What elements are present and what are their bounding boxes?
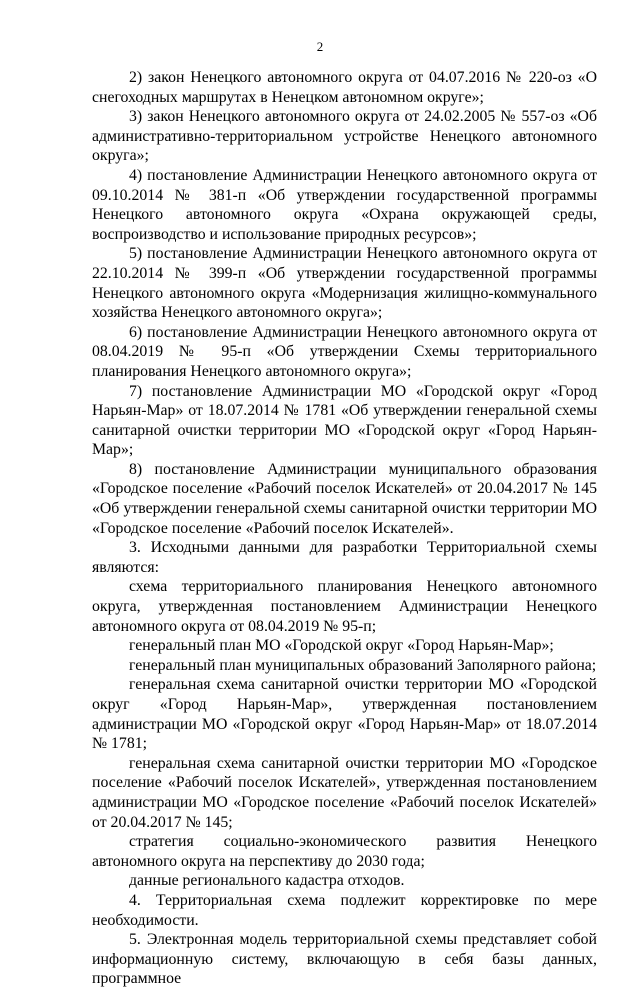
paragraph-resolution-399p: 5) постановление Администрации Ненецкого автономного округа от 22.10.2014 № 399-п «Об утверждении государственной программы Ненецкого автономного округа «Модернизация жилищно-коммунального хозяйства Ненецкого автономного округа»;: [92, 245, 597, 322]
list-item-general-plan-naryan-mar: генеральный план МО «Городской округ «Город Нарьян-Мар»;: [129, 637, 554, 655]
paragraph-resolution-381p: 4) постановление Администрации Ненецкого автономного округа от 09.10.2014 № 381-п «Об утверждении государственной программы Ненецкого автономного округа «Охрана окружающей среды, воспроизводство и использование природных ресурсов»;: [92, 166, 597, 243]
paragraph-source-data-heading: 3. Исходными данными для разработки Территориальной схемы являются:: [92, 539, 597, 576]
paragraph-law-snowmobile-routes: 2) закон Ненецкого автономного округа от 04.07.2016 № 220-оз «О снегоходных маршрутах в Ненецком автономном округе»;: [92, 69, 597, 106]
paragraph-law-administrative-structure: 3) закон Ненецкого автономного округа от 24.02.2005 № 557-оз «Об административно-территориальном устройстве Ненецкого автономного округа»;: [92, 108, 597, 165]
list-item-development-strategy: стратегия социально-экономического развития Ненецкого автономного округа на перспективу до 2030 года;: [92, 833, 597, 870]
paragraph-electronic-model: 5. Электронная модель территориальной схемы представляет собой информационную систему, включающую в себя базы данных, программное: [92, 931, 597, 988]
list-item-sanitation-scheme-naryan-mar: генеральная схема санитарной очистки территории МО «Городской округ «Город Нарьян-Мар», утвержденная постановлением администрации МО «Городской округ «Город Нарьян-Мар» от 18.07.2014 № 1781;: [92, 676, 597, 753]
paragraph-resolution-145: 8) постановление Администрации муниципального образования «Городское поселение «Рабочий поселок Искателей» от 20.04.2017 № 145 «Об утверждении генеральной схемы санитарной очистки территории МО «Городское поселение «Рабочий поселок Искателей».: [92, 460, 597, 537]
list-item-sanitation-scheme-iskateley: генеральная схема санитарной очистки территории МО «Городское поселение «Рабочий поселок Искателей», утвержденная постановлением администрации МО «Городское поселение «Рабочий поселок Искателей» от 20.04.2017 № 145;: [92, 754, 597, 831]
paragraph-resolution-1781: 7) постановление Администрации МО «Городской округ «Город Нарьян-Мар» от 18.07.2014 № 1781 «Об утверждении генеральной схемы санитарной очистки территории МО «Городской округ «Город Нарьян-Мар»;: [92, 382, 597, 459]
page-number: 2: [316, 39, 324, 54]
list-item-waste-cadastre: данные регионального кадастра отходов.: [129, 872, 405, 890]
list-item-general-plan-zapolyarny: генеральный план муниципальных образований Заполярного района;: [129, 656, 597, 674]
paragraph-correction-clause: 4. Территориальная схема подлежит корректировке по мере необходимости.: [92, 891, 597, 929]
paragraph-resolution-95p: 6) постановление Администрации Ненецкого автономного округа от 08.04.2019 № 95-п «Об утверждении Схемы территориального планирования Ненецкого автономного округа»;: [92, 323, 597, 380]
document-body: [92, 68, 597, 989]
list-item-territorial-planning-scheme: схема территориального планирования Ненецкого автономного округа, утвержденная постановлением Администрации Ненецкого автономного округа от 08.04.2019 № 95-п;: [92, 578, 597, 635]
